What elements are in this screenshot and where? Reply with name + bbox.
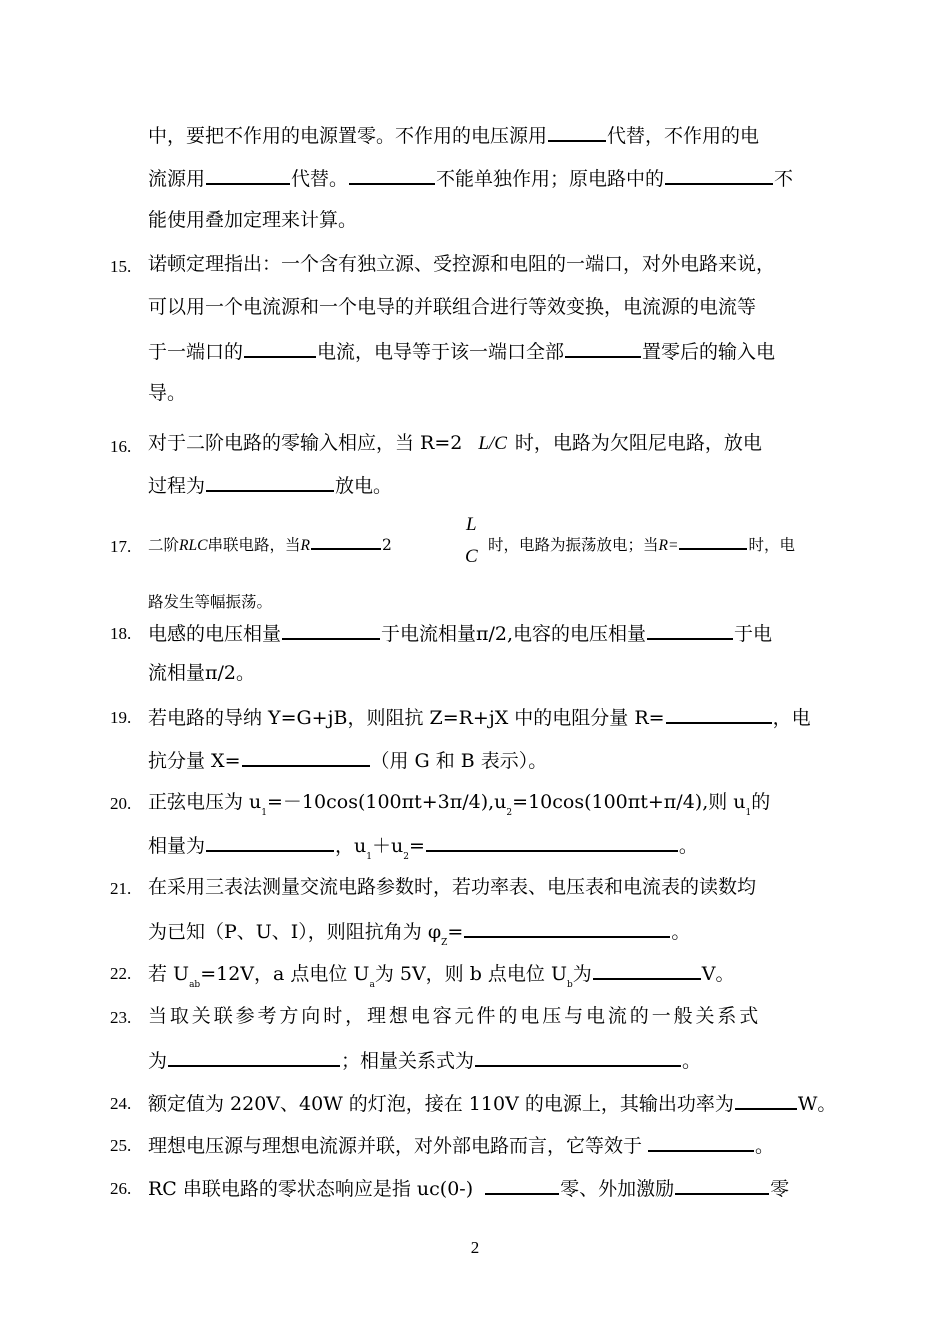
q21-line-2 <box>148 918 690 955</box>
question-number-24: 24. <box>110 1094 132 1113</box>
q22-text: V。 <box>701 963 735 985</box>
q17-line-1 <box>148 533 392 558</box>
q19-text: 抗分量 X= <box>148 750 241 772</box>
q19-blank-2[interactable] <box>242 747 370 767</box>
q14-line-3: 能使用叠加定理来计算。 <box>148 209 358 231</box>
question-number-26: 26. <box>110 1179 132 1198</box>
q17-blank-2[interactable] <box>679 533 747 550</box>
q22-text: 为 5V，则 b 点电位 U <box>374 963 567 985</box>
q20-text: ，u <box>335 835 367 857</box>
q15-text: 置零后的输入电 <box>642 341 776 363</box>
question-number-15: 15. <box>110 257 132 276</box>
q14-text: 流源用 <box>148 168 206 190</box>
q20-text: 的 <box>751 791 771 813</box>
q24-text: 额定值为 220V、40W 的灯泡，接在 110V 的电源上，其输出功率为 <box>148 1093 734 1115</box>
question-number-23: 23. <box>110 1008 132 1027</box>
q17-text: 串联电路，当 <box>207 536 301 554</box>
q20-subscript: 1 <box>261 808 268 818</box>
q18-text: 电感的电压相量 <box>148 623 282 645</box>
q21-text: 。 <box>671 921 691 943</box>
q21-subscript: Z <box>441 938 448 948</box>
q20-text: ＋u <box>372 835 404 857</box>
q20-blank-2[interactable] <box>426 832 678 852</box>
q25-text: 。 <box>755 1135 775 1157</box>
q19-line-1 <box>148 704 811 730</box>
q14-blank-4[interactable] <box>665 165 773 185</box>
question-number-18: 18. <box>110 624 132 643</box>
q14-text: 中，要把不作用的电源置零。不作用的电压源用 <box>148 125 548 147</box>
q19-text: 若电路的导纳 Y=G+jB，则阻抗 Z=R+jX 中的电阻分量 R= <box>148 707 665 729</box>
q20-line-1 <box>148 790 770 825</box>
q14-line-2 <box>148 165 793 191</box>
q15-text: 电流，电导等于该一端口全部 <box>317 341 565 363</box>
q17-two: 2 <box>381 536 392 554</box>
q26-text: 零 <box>770 1178 790 1200</box>
q16-line-2 <box>148 472 392 498</box>
q19-text: ，电 <box>772 707 811 729</box>
q16-text: 过程为 <box>148 475 206 497</box>
q15-blank-1[interactable] <box>244 338 316 358</box>
q20-subscript: 1 <box>745 808 752 818</box>
q15-line-2: 可以用一个电流源和一个电导的并联组合进行等效变换，电流源的电流等 <box>148 296 757 318</box>
q17-rlc: RLC <box>179 537 208 554</box>
q23-blank-2[interactable] <box>475 1047 681 1067</box>
q17-frac-denominator: C <box>465 546 478 567</box>
q22-blank-1[interactable] <box>593 960 701 980</box>
q26-blank-2[interactable] <box>675 1175 769 1195</box>
question-number-21: 21. <box>110 879 132 898</box>
q22-text: =12V，a 点电位 U <box>200 963 370 985</box>
q14-text: 代替，不作用的电 <box>607 125 760 147</box>
q16-text: 时，电路为欠阻尼电路，放电 <box>514 432 762 454</box>
q25-blank-1[interactable] <box>648 1132 754 1152</box>
q17-text: 时，电路为振荡放电；当 <box>488 536 659 554</box>
q20-text: =10cos(100πt+π/4),则 u <box>512 791 746 813</box>
q22-subscript: a <box>369 980 375 990</box>
q18-line-1 <box>148 620 772 646</box>
page-number: 2 <box>470 1238 480 1257</box>
q20-subscript: 2 <box>506 808 513 818</box>
q20-line-2 <box>148 832 698 869</box>
q16-formula: L/C <box>478 433 507 454</box>
q14-blank-1[interactable] <box>548 122 606 142</box>
q20-text: 相量为 <box>148 835 206 857</box>
q14-line-1 <box>148 122 759 148</box>
q20-blank-1[interactable] <box>206 832 334 852</box>
q26-line-1 <box>148 1175 789 1201</box>
q23-line-1: 当取关联参考方向时，理想电容元件的电压与电流的一般关系式 <box>148 1005 762 1027</box>
q20-text: = <box>408 835 425 857</box>
q17-blank-1[interactable] <box>311 533 381 550</box>
q20-text: 正弦电压为 u <box>148 791 262 813</box>
q25-text: 理想电压源与理想电流源并联，对外部电路而言，它等效于 <box>148 1135 643 1157</box>
q23-text: 为 <box>148 1050 168 1072</box>
q14-blank-2[interactable] <box>206 165 290 185</box>
q22-text: 若 U <box>148 963 190 985</box>
q23-blank-1[interactable] <box>168 1047 340 1067</box>
q23-text: ；相量关系式为 <box>341 1050 475 1072</box>
q16-text: 对于二阶电路的零输入相应，当 R=2 <box>148 432 463 454</box>
q24-blank-1[interactable] <box>735 1090 797 1110</box>
q19-line-2 <box>148 747 547 773</box>
question-number-19: 19. <box>110 708 132 727</box>
q19-blank-1[interactable] <box>666 704 772 724</box>
question-number-16: 16. <box>110 437 132 456</box>
q16-text: 放电。 <box>335 475 393 497</box>
q21-line-1: 在采用三表法测量交流电路参数时，若功率表、电压表和电流表的读数均 <box>148 876 757 898</box>
q18-text: 于电流相量π/2,电容的电压相量 <box>381 623 647 645</box>
q15-blank-2[interactable] <box>565 338 641 358</box>
q15-text: 于一端口的 <box>148 341 244 363</box>
q17-frac-numerator: L <box>466 514 477 535</box>
q14-text: 不 <box>774 168 794 190</box>
q16-blank-1[interactable] <box>206 472 334 492</box>
q19-text: （用 G 和 B 表示）。 <box>370 750 548 772</box>
q26-text: 零、外加激励 <box>560 1178 675 1200</box>
question-number-25: 25. <box>110 1136 132 1155</box>
q18-text: 于电 <box>734 623 773 645</box>
q21-text: 为已知（P、U、I），则阻抗角为 φ <box>148 921 442 943</box>
q22-text: 为 <box>572 963 592 985</box>
q26-text: RC 串联电路的零状态响应是指 uc(0-) <box>148 1178 474 1200</box>
q14-text: 代替。 <box>291 168 349 190</box>
q17-line-2: 路发生等幅振荡。 <box>148 593 273 611</box>
q25-line-1 <box>148 1132 774 1158</box>
q22-subscript: b <box>566 980 573 990</box>
question-number-22: 22. <box>110 964 132 983</box>
q26-blank-1[interactable] <box>485 1175 559 1195</box>
q17-r-eq: R= <box>658 537 679 554</box>
q22-subscript: ab <box>189 980 201 990</box>
q18-blank-2[interactable] <box>647 620 733 640</box>
q24-line-1 <box>148 1090 836 1116</box>
q18-blank-1[interactable] <box>282 620 380 640</box>
q23-text: 。 <box>682 1050 702 1072</box>
q15-line-1: 诺顿定理指出：一个含有独立源、受控源和电阻的一端口，对外电路来说， <box>148 253 776 275</box>
q20-subscript: 1 <box>366 852 372 862</box>
q21-blank-1[interactable] <box>464 918 670 938</box>
q14-text: 不能单独作用；原电路中的 <box>436 168 665 190</box>
q18-line-2: 流相量π/2。 <box>148 662 255 684</box>
q22-line-1 <box>148 960 735 997</box>
q14-blank-3[interactable] <box>349 165 435 185</box>
q20-text: 。 <box>678 835 698 857</box>
q15-line-4: 导。 <box>148 382 187 404</box>
q17-text: 二阶 <box>148 536 180 554</box>
q21-text: = <box>447 921 464 943</box>
question-number-20: 20. <box>110 794 132 813</box>
question-number-17: 17. <box>110 537 132 556</box>
q17-r: R <box>300 537 310 554</box>
q17-text: 时，电 <box>748 536 795 554</box>
q15-line-3 <box>148 338 775 364</box>
q24-text: W。 <box>797 1093 837 1115</box>
q20-text: =－10cos(100πt+3π/4),u <box>267 791 507 813</box>
q23-line-2 <box>148 1047 701 1073</box>
q16-line-1 <box>148 431 762 456</box>
q17-line-1b <box>488 533 795 558</box>
q20-subscript: 2 <box>403 852 409 862</box>
